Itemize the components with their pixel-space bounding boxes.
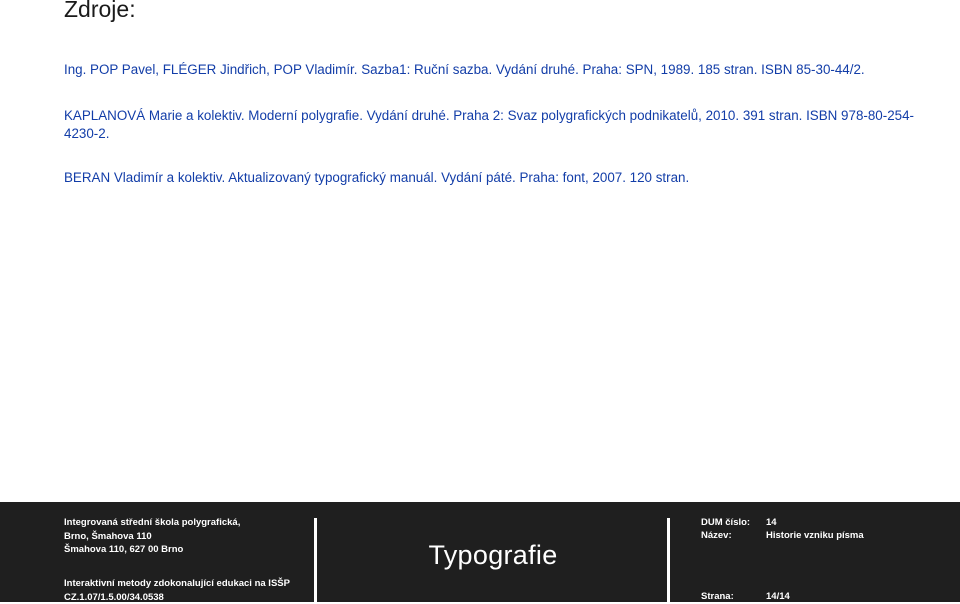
title-name-label: Název: [701,529,732,543]
reference-item: KAPLANOVÁ Marie a kolektiv. Moderní polygrafie. Vydání druhé. Praha 2: Svaz polygrafických podnikatelů, 2010. 391 stran. ISBN 978-80-254-4230-2. [64,107,924,143]
school-address: Šmahova 110, 627 00 Brno [64,543,240,557]
page-title: Zdroje: [64,0,136,23]
program-name: Interaktivní metody zdokonalující edukaci na ISŠP [64,577,290,591]
subject-title: Typografie [316,540,670,571]
school-city: Brno, Šmahova 110 [64,530,240,544]
page-number-label: Strana: [701,590,734,604]
dum-number-label: DUM číslo: [701,516,750,530]
reference-list [64,61,924,215]
program-info [64,577,290,604]
school-info [64,516,240,557]
title-name-value: Historie vzniku písma [766,529,864,543]
school-name: Integrovaná střední škola polygrafická, [64,516,240,530]
footer-divider [667,518,670,602]
dum-number-value: 14 [766,516,777,530]
program-code: CZ.1.07/1.5.00/34.0538 [64,591,290,604]
reference-item: BERAN Vladimír a kolektiv. Aktualizovaný typografický manuál. Vydání páté. Praha: font, 2007. 120 stran. [64,169,924,187]
page-number-value: 14/14 [766,590,790,604]
footer-bar [0,502,960,602]
reference-item: Ing. POP Pavel, FLÉGER Jindřich, POP Vladimír. Sazba1: Ruční sazba. Vydání druhé. Praha: SPN, 1989. 185 stran. ISBN 85-30-44/2. [64,61,924,79]
